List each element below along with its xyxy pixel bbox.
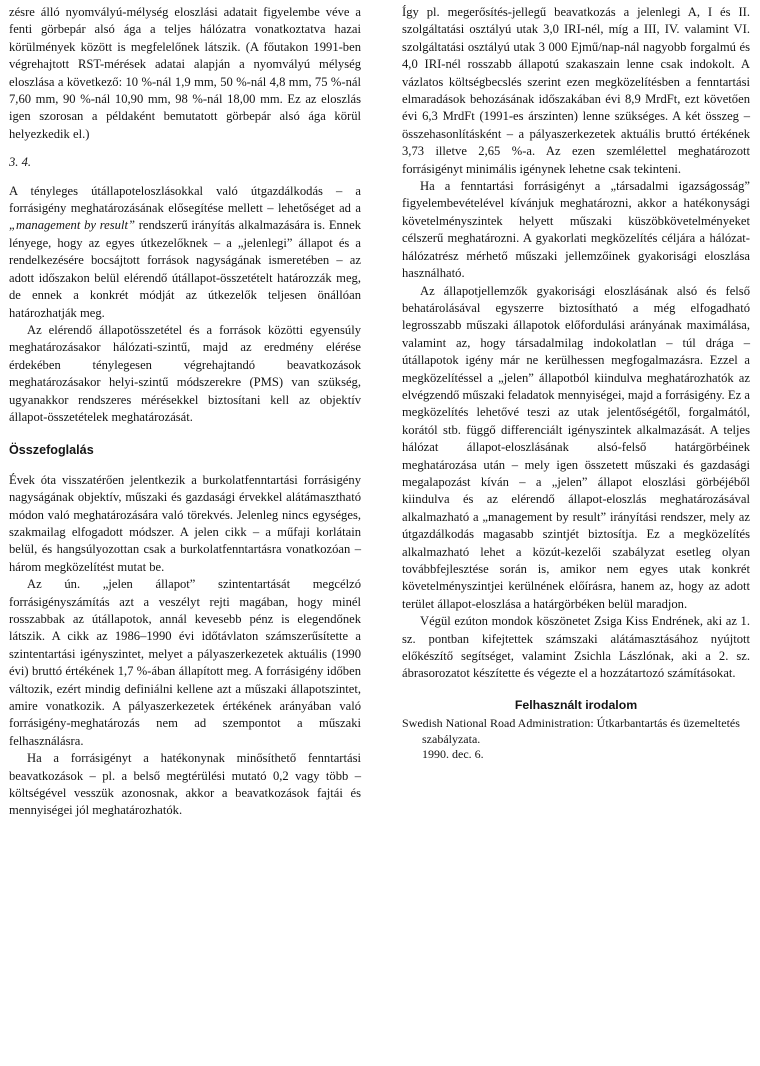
- right-paragraph-3: Az állapotjellemzők gyakorisági eloszlásának alsó és felső behatárolásával egyszerre biztosítható a még elfogadható legrosszabb műszaki állapotok előfordulási arányának maximálása, valamint az, hogy társadalmilag indokolatlan – túl drága – útállapotok igény már ne kerülhessen megfogalmazásra. Ezzel a megközelítéssel a „jelen” állapotból kiindulva meghatározhatók az elvégzendő műszaki feladatok mennyiségei, majd a forrásigény. Ez a megközelítés lehetővé teszi az utak jelentőségétől, forgalmától, korától stb. függő differenciált igényszintek alkalmazását. A teljes hálózat állapot-eloszlásának alsó-felső határgörbéinek meghatározása után – mely igen összetett műszaki és gazdasági megalapozást kíván – a „jelen” állapot eloszlási görbéjéből kiindulva és az elérendő állapot-eloszlás meghatározásával alkalmazható a „management by result” irányítási rendszer, mely az útgazdálkodás magasabb szintjét biztosítja. Ez a megközelítés alkalmazható lehet a közút-kezelői szabályzat esetleg olyan továbbfejlesztése során is, amikor nem egyes utak konkrét követelményszintjei kerülnének előírásra, hanem az, hogy az adott terület állapot-eloszlása a határgörbéken belül maradjon.: [402, 283, 750, 611]
- reference-date: 1990. dec. 6.: [422, 747, 484, 762]
- paragraph-text: A tényleges útállapoteloszlásokkal való útgazdálkodás – a forrásigény meghatározásának elősegítése mellett – lehetőséget ad a: [9, 183, 361, 216]
- reference-item: Swedish National Road Administration: Útkarbantartás és üzemeltetés szabályzata.: [402, 716, 740, 746]
- italic-term: „management by result”: [9, 218, 135, 233]
- references-heading: Felhasznált irodalom: [514, 697, 638, 712]
- right-paragraph-2: Ha a fenntartási forrásigényt a „társadalmi igazságosság” figyelembevételével kívánjuk meghatározni, akkor a hatékonysági követelményszintek helyett műszaki küszöbkövetelményeket célszerű meghatározni. A gyakorlati megközelítés céljára a hálózat-hálózatrész mérhető műszaki jellemzőinek gyakorisági eloszlása használható.: [402, 179, 750, 281]
- summary-paragraph-2: Az ún. „jelen állapot” szintentartását megcélzó forrásigényszámítás azt a veszélyt rejti magában, hogy minél rosszabbak az útállapotok, annál kevesebb pénz is elegendőnek látszik. A cikk az 1986–1990 évi időtávlaton számszerűsítette a szintentartási igényszintet, melyet a pályaszerkezetek aktuális (1990 évi) bruttó értékének 1,7 %-ában állapított meg. A forrásigény időben változik, ezért mindig definiálni kellene azt a műszaki állapotszintet, amire vonatkozik. A pályaszerkezetek értékének arányában való forrásigény-meghatározás nem ad szempontot a műszaki felhasználásra.: [9, 577, 361, 748]
- section-3-4-paragraph-1: [9, 183, 361, 322]
- acknowledgement-paragraph: Végül ezúton mondok köszönetet Zsiga Kiss Endrének, aki az 1. sz. pontban kifejtettek számszaki alátámasztásához nyújtott előkészítő segítséget, valamint Zsichla Lászlónak, aki a 2. sz. ábrasorozatot készítette és végezte el a hozzátartozó számításokat.: [402, 614, 750, 681]
- section-3-4-paragraph-2: Az elérendő állapotösszetétel és a források közötti egyensúly meghatározásakor hálózati-szintű, majd az eredmény elérése érdekében ténylegesen végrehajtandó beavatkozások meghatározásakor helyi-szintű módszerekre (PMS) van szükség, ugyanakkor rendszeres mérésekkel biztosítani kell az objektív állapot-összetételek meghatározását.: [9, 322, 361, 424]
- summary-paragraph-3: Ha a forrásigényt a hatékonynak minősíthető fenntartási beavatkozások – pl. a belső megtérülési mutató 0,2 vagy több – költségével vesszük azonosnak, akkor a beavatkozások fajtái és mennyiségei jól meghatározhatók.: [9, 751, 361, 818]
- section-number: 3. 4.: [9, 155, 32, 170]
- right-paragraph-1: Így pl. megerősítés-jellegű beavatkozás a jelenlegi A, I és II. szolgáltatási osztályú utak 3,0 IRI-nél, míg a III, IV. valamint VI. szolgáltatási osztályú utak 3 000 Ejmű/nap-nál nagyobb forgalmú és 4,0 IRI-nél rosszabb állapotú szakaszain lenne csak indokolt. A vázlatos költségbecslés szerint ezen megközelítésben a fenntartási elmaradások behozásának időszakában évi 8,9 MrdFt, ezt követően évi 6,3 MrdFt (1991-es árszinten) lenne szükséges. A két összeg – összehasonlításként – a pályaszerkezetek aktuális bruttó értékének 3,73 illetve 2,65 %-a. Az ezen szemlélettel meghatározott forrásigényt minimális igénynek lehetne csak tekinteni.: [402, 5, 750, 176]
- right-column: [402, 4, 750, 763]
- summary-paragraph-1: Évek óta visszatérően jelentkezik a burkolatfenntartási forrásigény nagyságának objektív, műszaki és gazdasági érvekkel alátámasztható módon való meghatározására való törekvés. Jelenleg nincs egységes, szakmailag elfogadott módszer. A jelen cikk – a műfaji korlátain belül, és hangsúlyozottan csak a burkolatfenntartásra vonatkozóan – három megközelítést mutat be.: [9, 472, 361, 574]
- intro-paragraph: zésre álló nyomvályú-mélység eloszlási adatait figyelembe véve a fenti görbepár alsó ága a teljes hálózatra vonatkoztatva hazai körülmények között is megfelelőnek látszik. (A főutakon 1991-ben végrehajtott RST-mérések adatai alapján a nyomvályú mélység eloszlása a következő: 10 %-nál 1,9 mm, 50 %-nál 4,8 mm, 75 %-nál 7,60 mm, 90 %-nál 10,90 mm, 98 %-nál 18,00 mm. Ez az eloszlás igen szorosan a példaként bemutatott görbepár alsó ága körül helyezkedik el.): [9, 5, 361, 141]
- paragraph-text: rendszerű irányítás alkalmazására is. Ennek lényege, hogy az egyes útkezelőknek – a „jelenlegi” állapot és a rendelkezésére bocsájtott források nagyságának ismeretében – az adott időszakon belül elérendő útállapot-összetételt határozzák meg, de ennek a konkrét módját az útkezelők teljesen önállóan határozhatják meg.: [9, 218, 362, 320]
- left-column: [9, 4, 361, 820]
- summary-heading: Összefoglalás: [9, 443, 94, 458]
